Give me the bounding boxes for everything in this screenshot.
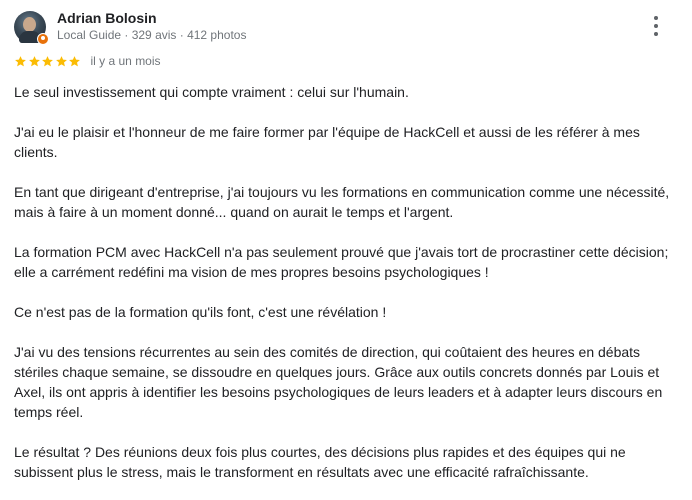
- review-paragraph: Le seul investissement qui compte vraiment : celui sur l'humain.: [14, 84, 409, 100]
- more-vertical-icon[interactable]: [650, 16, 662, 36]
- reviewer-meta: Local Guide · 329 avis · 412 photos: [57, 28, 247, 42]
- star-rating: [14, 55, 82, 68]
- menu-dot: [654, 16, 658, 20]
- review-paragraph: La formation PCM avec HackCell n'a pas seulement prouvé que j'avais tort de procrastiner cette décision; elle a carrément redéfini ma vision de mes propres besoins psychologiques !: [14, 244, 669, 280]
- review-paragraph: En tant que dirigeant d'entreprise, j'ai toujours vu les formations en communication comme une nécessité, mais à faire à un moment donné... quand on aurait le temps et l'argent.: [14, 184, 670, 220]
- star-icon: [68, 55, 81, 68]
- reviewer-name[interactable]: Adrian Bolosin: [57, 10, 157, 26]
- menu-dot: [654, 24, 658, 28]
- review-text: [14, 82, 678, 500]
- star-icon: [55, 55, 68, 68]
- avatar-face: [23, 17, 36, 32]
- rating-row: [14, 54, 161, 68]
- star-icon: [41, 55, 54, 68]
- review-paragraph: Ce n'est pas de la formation qu'ils font, c'est une révélation !: [14, 304, 387, 320]
- review-paragraph: J'ai eu le plaisir et l'honneur de me faire former par l'équipe de HackCell et aussi de les référer à mes clients.: [14, 124, 640, 160]
- local-guide-badge-icon: [37, 33, 49, 45]
- review-paragraph: J'ai vu des tensions récurrentes au sein des comités de direction, qui coûtaient des heures en débats stériles chaque semaine, se dissoudre en quelques jours. Grâce aux outils concrets donnés par Louis et Axel, ils ont appris à identifier les besoins psychologiques de leurs leaders et à adapter leurs discours en temps réel.: [14, 344, 663, 420]
- reviewer-header: [14, 10, 246, 43]
- review-paragraph: Le résultat ? Des réunions deux fois plus courtes, des décisions plus rapides et des équipes qui ne subissent plus le stress, mais le transforment en résultats avec une efficacité rafraîchissante.: [14, 444, 626, 480]
- menu-dot: [654, 32, 658, 36]
- star-icon: [14, 55, 27, 68]
- reviewer-info: [57, 10, 246, 43]
- review-time: il y a un mois: [90, 54, 161, 68]
- user-avatar-icon[interactable]: [14, 11, 46, 43]
- star-icon: [28, 55, 41, 68]
